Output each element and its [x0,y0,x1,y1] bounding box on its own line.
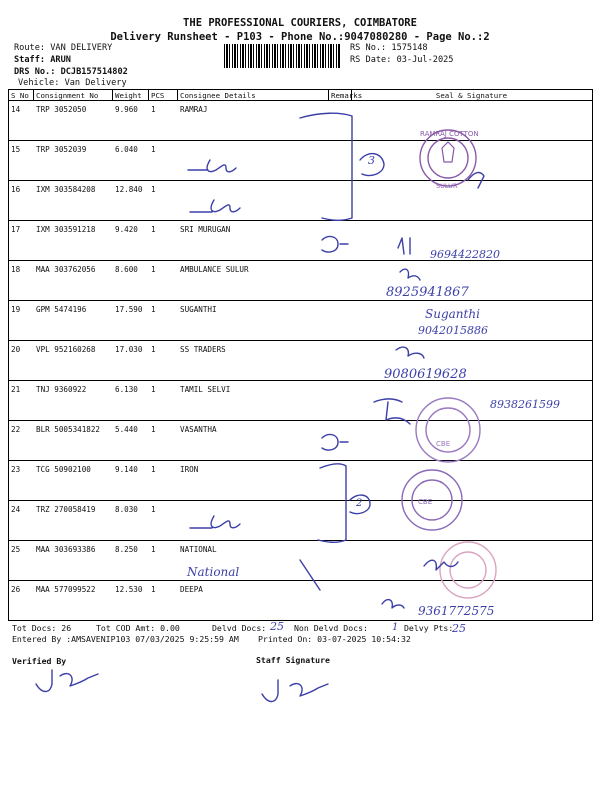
document-subtitle: Delivery Runsheet - P103 - Phone No.:9047080280 - Page No.:2 [110,31,490,43]
stamp-city-text-lower: CBE [418,498,433,506]
document-title: THE PROFESSIONAL COURIERS, COIMBATORE [183,17,417,29]
name-19: Suganthi [425,307,480,321]
cbe-stamp-upper [416,398,480,462]
row-sno: 19 [11,305,21,314]
remark-line-25 [300,560,320,590]
ditto-mark-24 [190,516,240,528]
row-pcs: 1 [151,105,156,114]
route-label: Route: VAN DELIVERY [14,43,113,53]
row-consignment-no: GPM 5474196 [36,305,87,314]
non-delvd-handwritten: 1 [392,622,399,633]
row-consignment-no: TRP 3052050 [36,105,87,114]
total-docs: Tot Docs: 26 [12,623,72,633]
row-sno: 26 [11,585,21,594]
phone-21: 8938261599 [490,398,560,411]
row-weight: 9.420 [115,225,138,234]
row-weight: 5.440 [115,425,138,434]
row-consignment-no: MAA 577099522 [36,585,96,594]
row-weight: 8.250 [115,545,138,554]
row-pcs: 1 [151,225,156,234]
row-pcs: 1 [151,345,156,354]
row-weight: 12.840 [115,185,143,194]
row-sno: 15 [11,145,21,154]
col-header-seal: Seal & Signature [435,91,508,100]
row-sno: 23 [11,465,21,474]
col-header-remarks: Remarks [331,91,363,100]
col-header-pcs: PCS [151,91,165,100]
vehicle-label: Vehicle: Van Delivery [18,78,127,88]
row-pcs: 1 [151,585,156,594]
row-sno: 16 [11,185,21,194]
ramraj-stamp [420,130,479,190]
row-consignee: SRI MURUGAN [180,225,231,234]
row-weight: 9.140 [115,465,138,474]
entered-by: Entered By :AMSAVENIP103 07/03/2025 9:25:59 AM [12,634,239,644]
row-weight: 8.030 [115,505,138,514]
row-consignee: SUGANTHI [180,305,217,314]
col-header-weight: Weight [115,91,142,100]
row-weight: 6.130 [115,385,138,394]
delvd-docs-handwritten: 25 [270,620,284,633]
total-cod: Tot COD Amt: 0.00 [96,623,180,633]
row-pcs: 1 [151,145,156,154]
row-consignee: RAMRAJ [180,105,208,114]
staff-signature-label: Staff Signature [256,655,330,665]
row-pcs: 1 [151,385,156,394]
circled-number-lower: 2 [356,498,363,509]
row-weight: 12.530 [115,585,143,594]
row-weight: 17.590 [115,305,143,314]
row-sno: 17 [11,225,21,234]
delivered-docs-label: Delvd Docs: [212,623,267,633]
verified-signature [36,670,98,692]
printed-on: Printed On: 03-07-2025 10:54:32 [258,634,411,644]
delivery-points-label: Delvy Pts: [404,623,454,633]
col-header-sno: S No [11,91,29,100]
rs-number: RS No.: 1575148 [350,43,428,53]
row-pcs: 1 [151,185,156,194]
stamp-ramraj-text: RAMRAJ COTTON [420,130,479,138]
signature-20 [396,347,424,358]
ditto-mark-15 [188,160,236,172]
col-header-consignee: Consignee Details [180,91,256,100]
row-sno: 18 [11,265,21,274]
row-consignment-no: TRZ 270058419 [36,505,96,514]
stamp-city-text: CBE [436,440,451,448]
row-pcs: 1 [151,305,156,314]
bracket-mark-lower [318,464,346,542]
bracket-mark [300,113,352,220]
delvy-pts-handwritten: 25 [452,622,466,635]
pink-stamp [440,542,496,598]
row-consignee: NATIONAL [180,545,217,554]
staff-signature-mark [262,680,328,702]
row-consignee: TAMIL SELVI [180,385,231,394]
phone-26: 9361772575 [418,604,495,618]
row-sno: 14 [11,105,21,114]
row-consignee: SS TRADERS [180,345,226,354]
ditto-mark-16 [190,200,240,212]
remark-mark-22 [322,435,348,450]
cbe-stamp-lower [402,470,462,530]
row-pcs: 1 [151,465,156,474]
row-consignment-no: IXM 303584208 [36,185,96,194]
row-pcs: 1 [151,545,156,554]
row-consignment-no: IXM 303591218 [36,225,96,234]
row-weight: 6.040 [115,145,138,154]
row-weight: 8.600 [115,265,138,274]
signature-17 [398,238,410,254]
row-sno: 22 [11,425,21,434]
stamp-ramraj-city: SULUR [436,182,458,190]
phone-20: 9080619628 [384,367,467,382]
staff-label: Staff: ARUN [14,55,71,65]
signature-26 [382,600,404,608]
row-weight: 17.030 [115,345,143,354]
drs-label: DRS No.: DCJB157514802 [14,67,128,77]
row-consignee: AMBULANCE SULUR [180,265,249,274]
row-consignment-no: MAA 303693386 [36,545,96,554]
phone-19: 9042015886 [418,324,488,337]
row-consignment-no: BLR 5005341822 [36,425,101,434]
row-consignment-no: TRP 3052039 [36,145,87,154]
row-sno: 20 [11,345,21,354]
rs-date: RS Date: 03-Jul-2025 [350,55,454,65]
row-pcs: 1 [151,425,156,434]
row-consignment-no: TNJ 9360922 [36,385,87,394]
row-consignment-no: VPL 952160268 [36,345,96,354]
row-weight: 9.960 [115,105,138,114]
phone-17: 9694422820 [430,248,500,261]
row-consignment-no: TCG 50902100 [36,465,91,474]
col-header-consignment: Consignment No [36,91,99,100]
row-pcs: 1 [151,265,156,274]
row-pcs: 1 [151,505,156,514]
row-sno: 25 [11,545,21,554]
name-25: National [187,565,240,579]
verified-by-label: Verified By [12,656,67,666]
signature-21 [374,399,410,424]
row-consignee: IRON [180,465,199,474]
remark-mark-17 [322,237,348,252]
row-sno: 24 [11,505,21,514]
row-consignee: VASANTHA [180,425,217,434]
circled-number: 3 [368,154,375,167]
phone-18: 8925941867 [386,285,469,300]
row-consignment-no: MAA 303762056 [36,265,96,274]
signature-18 [400,269,420,280]
non-delivered-docs-label: Non Delvd Docs: [294,623,368,633]
row-consignee: DEEPA [180,585,203,594]
row-sno: 21 [11,385,21,394]
